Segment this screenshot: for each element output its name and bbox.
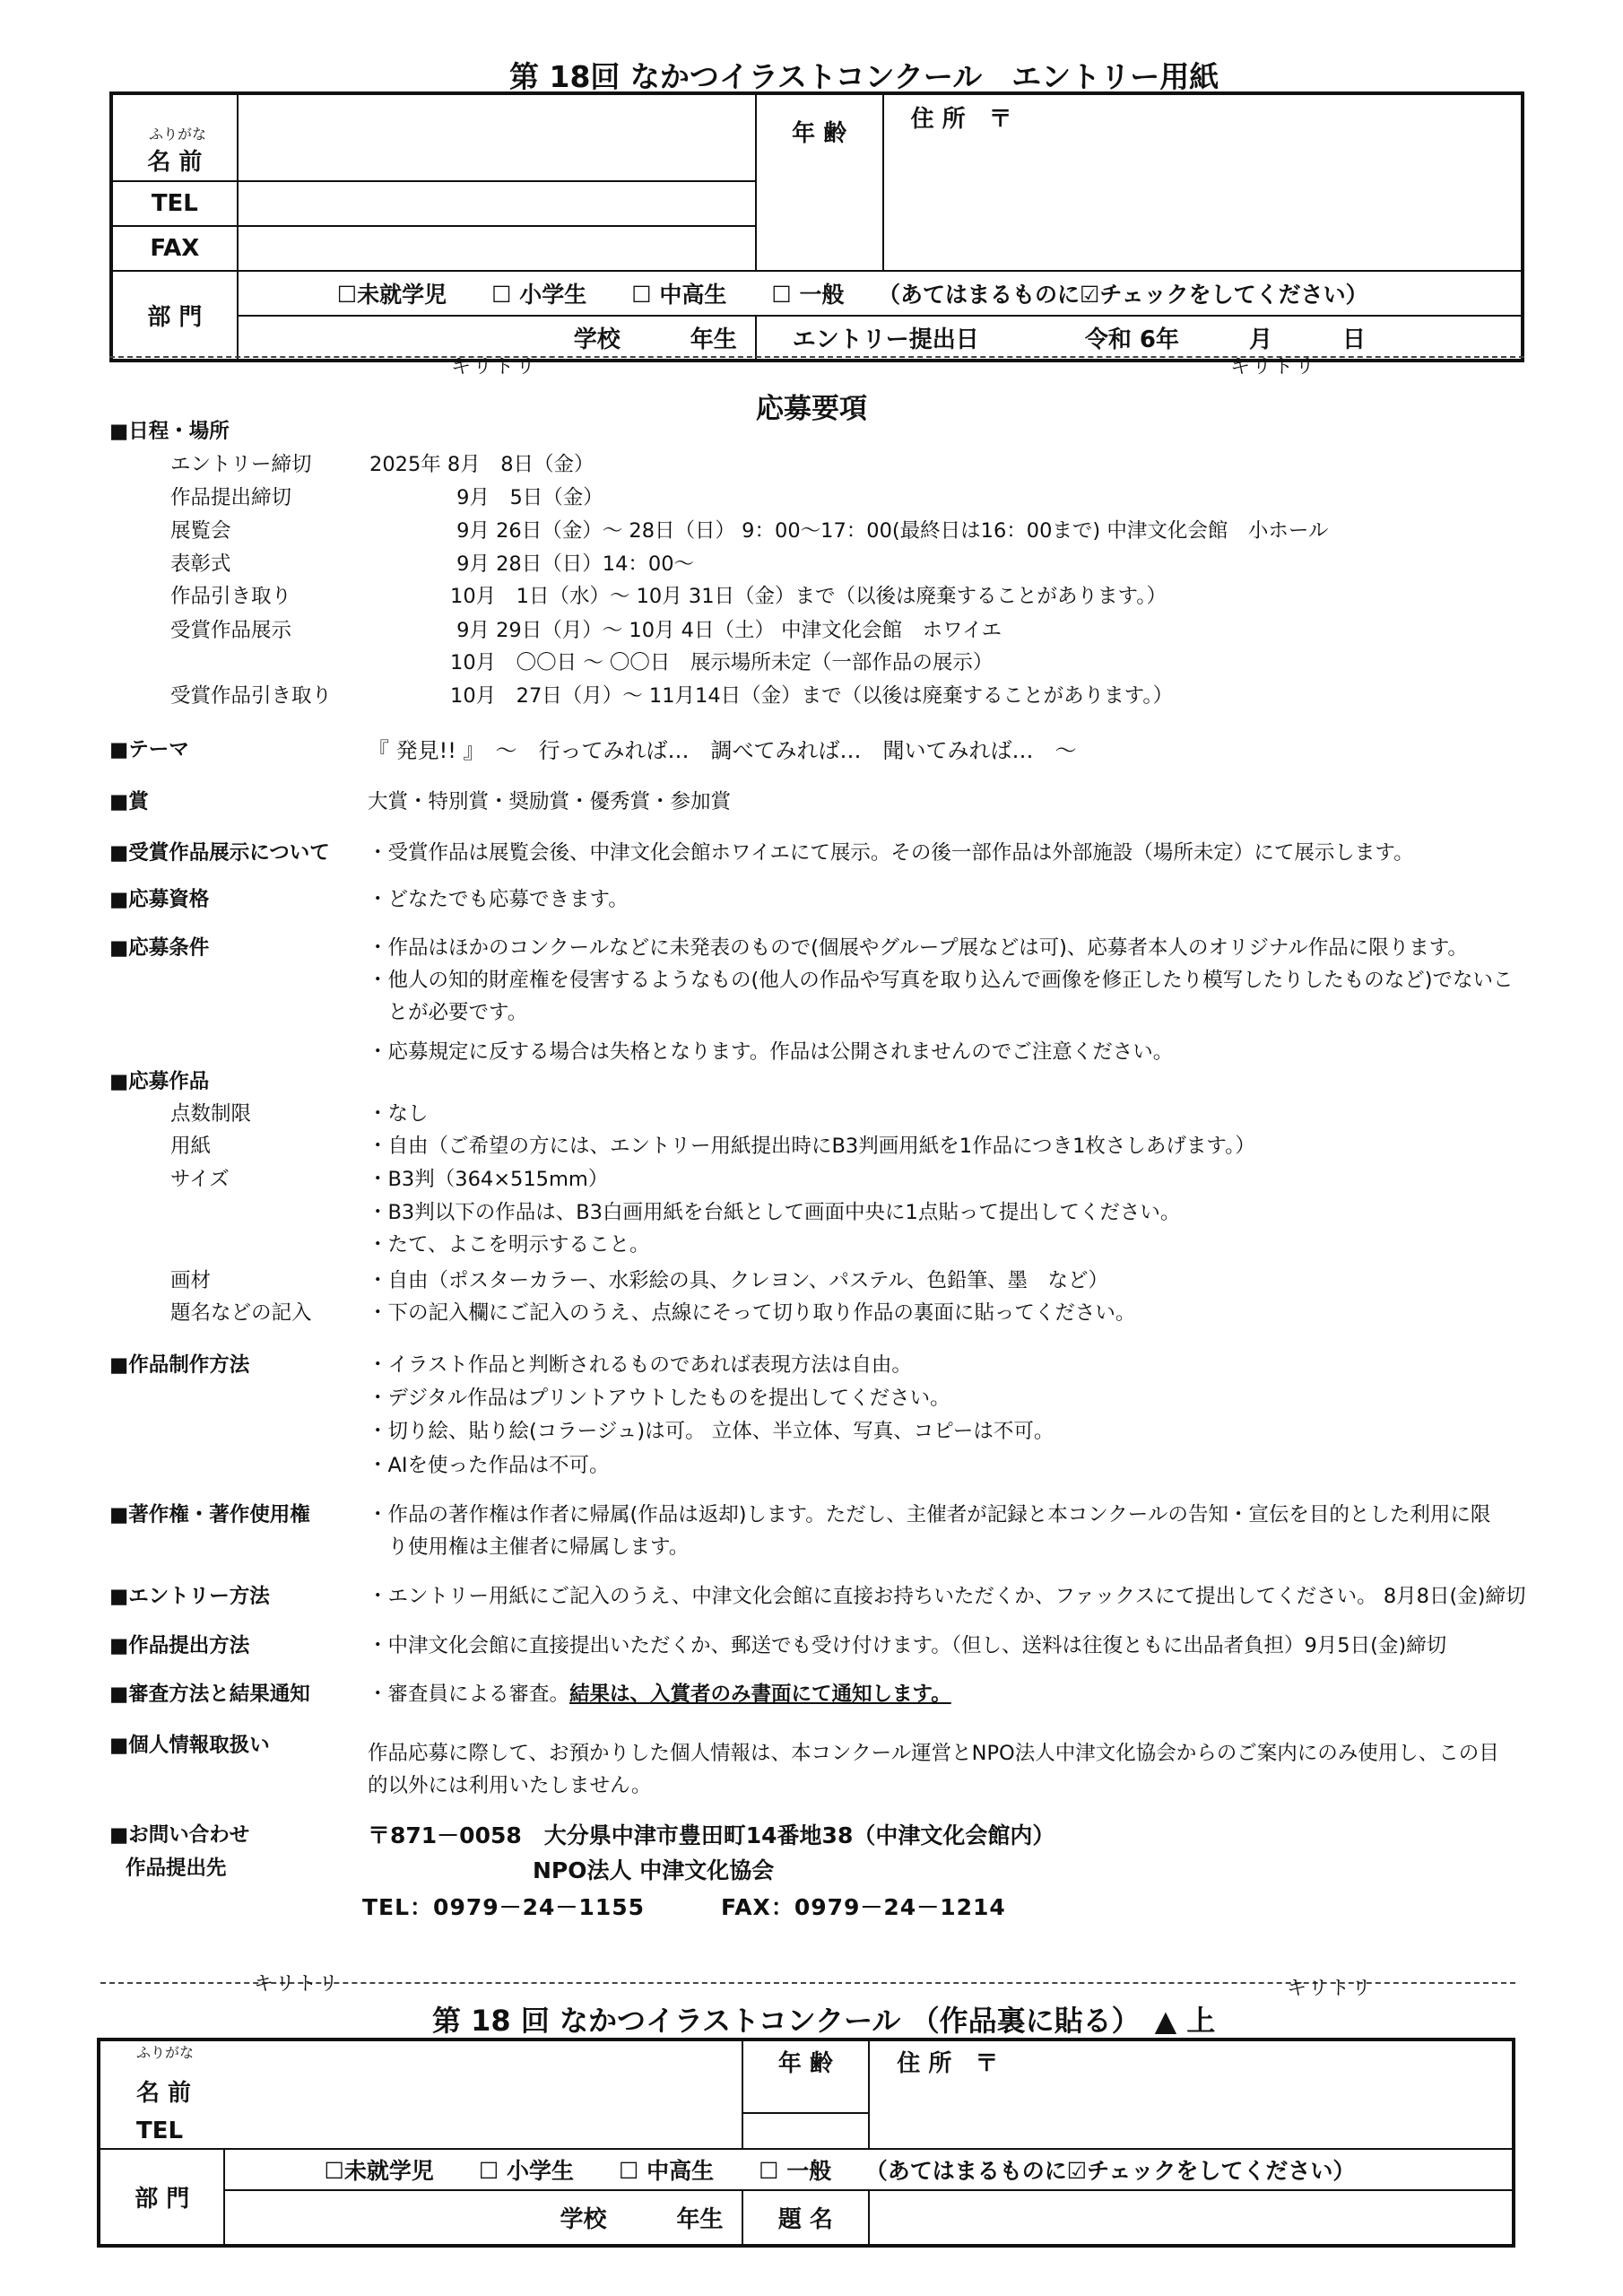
method-line: ・イラスト作品と判断されるものであれば表現方法は自由。 <box>368 1353 912 1377</box>
entry-method-text: ・エントリー用紙にご記入のうえ、中津文化会館に直接お持ちいただくか、ファックスにて提出してください。 8月8日(金)締切 <box>368 1585 1526 1608</box>
schedule-value: 9月 29日（月）～ 10月 4日（土） 中津文化会館 ホワイエ <box>369 619 1002 642</box>
works-label: 画材 <box>170 1269 212 1292</box>
method-line: ・切り絵、貼り絵(コラージュ)は可。 立体、半立体、写真、コピーは不可。 <box>368 1420 1055 1443</box>
display-text: ・受賞作品は展覧会後、中津文化会館ホワイエにて展示。その後一部作品は外部施設（場所未定）にて展示します。 <box>368 841 1414 865</box>
address-field[interactable] <box>869 2039 1514 2149</box>
schedule-label: 展覧会 <box>170 519 231 543</box>
works-label: サイズ <box>170 1168 230 1191</box>
contact-fax: FAX：0979－24－1214 <box>721 1894 1006 1920</box>
submit-heading: ■作品提出方法 <box>109 1634 250 1657</box>
tel-label: TEL <box>111 181 238 226</box>
dept-label: 部 門 <box>111 271 238 361</box>
label-form-title: 第 18 回 なかつイラストコンクール （作品裏に貼る） ▲ 上 <box>432 2004 1216 2038</box>
address-field[interactable] <box>883 93 1523 271</box>
entry-form-title: 第 18回 なかつイラストコンクール エントリー用紙 <box>509 59 1219 94</box>
works-heading: ■応募作品 <box>109 1070 210 1093</box>
schedule-value: 2025年 8月 8日（金） <box>369 453 595 476</box>
works-value: ・下の記入欄にご記入のうえ、点線にそって切り取り作品の裏面に貼ってください。 <box>368 1301 1136 1325</box>
contact-subheading: 作品提出先 <box>126 1857 227 1880</box>
dept-label: 部 門 <box>99 2149 224 2246</box>
furigana-label: ふりがな <box>136 2044 195 2061</box>
prize-text: 大賞・特別賞・奨励賞・優秀賞・参加賞 <box>368 790 732 813</box>
age-field[interactable] <box>742 2113 870 2149</box>
age-label: 年 齢 <box>756 93 883 271</box>
cut-label: キリトリ <box>254 1973 341 1996</box>
school-grade-field[interactable]: 学校 年生 <box>238 316 756 361</box>
fax-label: FAX <box>111 226 238 271</box>
schedule-label: 受賞作品引き取り <box>170 684 333 708</box>
works-value: ・自由（ポスターカラー、水彩絵の具、クレヨン、パステル、色鉛筆、墨 など） <box>368 1269 1108 1292</box>
name-field[interactable] <box>238 93 756 181</box>
works-value: ・なし <box>368 1102 429 1126</box>
method-heading: ■作品制作方法 <box>109 1353 250 1377</box>
schedule-value: 9月 26日（金）～ 28日（日） 9：00～17：00(最終日は16：00まで) 中津文化会館 小ホール <box>369 519 1329 543</box>
work-title-field[interactable] <box>869 2190 1514 2246</box>
label-tel-field[interactable] <box>99 2113 742 2149</box>
tel-label: TEL <box>136 2117 184 2144</box>
judging-heading: ■審査方法と結果通知 <box>109 1683 310 1706</box>
name-label: 名 前 <box>136 2080 192 2107</box>
schedule-label: 表彰式 <box>170 552 231 576</box>
cut-label: キリトリ <box>1287 1978 1374 2000</box>
schedule-label: 作品提出締切 <box>170 486 292 509</box>
contact-tel: TEL：0979－24－1155 <box>362 1894 646 1920</box>
schedule-value: 9月 5日（金） <box>369 486 603 509</box>
contact-address: 〒871－0058 大分県中津市豊田町14番地38（中津文化会館内） <box>368 1822 1055 1848</box>
conditions-line: ・他人の知的財産権を侵害するようなもの(他人の作品や写真を取り込んで画像を修正したり模写したりしたものなど)でないこ <box>368 969 1514 992</box>
address-label: 住 所 〒 <box>897 2050 999 2077</box>
privacy-line: 的以外には利用いたしません。 <box>368 1774 652 1797</box>
prize-heading: ■賞 <box>109 790 149 813</box>
entry-date-label: エントリー提出日 <box>792 326 979 353</box>
cut-label: キリトリ <box>451 356 538 378</box>
schedule-heading: ■日程・場所 <box>109 420 230 443</box>
eligibility-text: ・どなたでも応募できます。 <box>368 888 629 911</box>
eligibility-heading: ■応募資格 <box>109 888 210 911</box>
works-label: 用紙 <box>170 1135 212 1158</box>
conditions-line: とが必要です。 <box>368 1001 528 1024</box>
name-label: ふりがな 名 前 <box>111 93 238 181</box>
label-name-field[interactable] <box>99 2039 742 2113</box>
schedule-label: 作品引き取り <box>170 585 292 608</box>
submit-text: ・中津文化会館に直接提出いただくか、郵送でも受け付けます。（但し、送料は往復ともに出品者負担）9月5日(金)締切 <box>368 1634 1447 1657</box>
school-grade-field[interactable]: 学校 年生 <box>224 2190 742 2246</box>
works-value: ・自由（ご希望の方には、エントリー用紙提出時にB3判画用紙を1作品につき1枚さしあげます。） <box>368 1135 1255 1158</box>
schedule-label: 受賞作品展示 <box>170 619 292 642</box>
entry-method-heading: ■エントリー方法 <box>109 1585 270 1608</box>
address-label: 住 所 〒 <box>910 106 1012 133</box>
tel-field[interactable] <box>238 181 756 226</box>
schedule-value: 10月 1日（水）～ 10月 31日（金）まで（以後は廃棄することがあります。） <box>369 585 1167 608</box>
conditions-line: ・作品はほかのコンクールなどに未発表のもので(個展やグループ展などは可)、応募者本人のオリジナル作品に限ります。 <box>368 936 1468 960</box>
display-heading: ■受賞作品展示について <box>109 841 330 865</box>
works-label: 題名などの記入 <box>170 1301 312 1325</box>
method-line: ・デジタル作品はプリントアウトしたものを提出してください。 <box>368 1387 950 1410</box>
theme-heading: ■テーマ <box>109 738 189 761</box>
entry-form <box>109 91 1524 362</box>
category-checkboxes[interactable]: ☐未就学児 ☐ 小学生 ☐ 中高生 ☐ 一般 （あてはまるものに☑チェックをしてください） <box>238 271 1523 316</box>
schedule-label: エントリー締切 <box>170 453 312 476</box>
works-label: 点数制限 <box>170 1102 252 1126</box>
method-line: ・AIを使った作品は不可。 <box>368 1454 610 1477</box>
guide-title: 応募要項 <box>756 393 867 425</box>
age-label: 年 齢 <box>742 2039 870 2113</box>
conditions-line: ・応募規定に反する場合は失格となります。作品は公開されませんのでご注意ください。 <box>368 1040 1174 1064</box>
copyright-heading: ■著作権・著作使用権 <box>109 1503 310 1526</box>
works-value: ・B3判以下の作品は、B3白画用紙を台紙として画面中央に1点貼って提出してください。 <box>368 1201 1181 1224</box>
schedule-value: 10月 〇〇日 ～ 〇〇日 展示場所未定（一部作品の展示） <box>369 651 994 674</box>
schedule-value: 10月 27日（月）～ 11月14日（金）まで（以後は廃棄することがあります。） <box>369 684 1174 708</box>
entry-date-field[interactable]: エントリー提出日 令和 6年 月 日 <box>756 316 1523 361</box>
works-value: ・B3判（364×515mm） <box>368 1168 609 1191</box>
schedule-value: 9月 28日（日）14：00～ <box>369 552 695 576</box>
privacy-heading: ■個人情報取扱い <box>109 1734 270 1757</box>
work-title-label: 題 名 <box>742 2190 870 2246</box>
label-form <box>97 2038 1515 2248</box>
judging-result-note: 結果は、入賞者のみ書面にて通知します。 <box>569 1683 951 1706</box>
privacy-line: 作品応募に際して、お預かりした個人情報は、本コンクール運営とNPO法人中津文化協会からのご案内にのみ使用し、この目 <box>368 1742 1499 1765</box>
fax-field[interactable] <box>238 226 756 271</box>
works-value: ・たて、よこを明示すること。 <box>368 1233 650 1257</box>
copyright-line: り使用権は主催者に帰属します。 <box>368 1535 690 1559</box>
conditions-heading: ■応募条件 <box>109 936 210 960</box>
theme-text: 『 発見!! 』 ～ 行ってみれば… 調べてみれば… 聞いてみれば… ～ <box>368 738 1077 763</box>
judging-text: ・審査員による審査。結果は、入賞者のみ書面にて通知します。 <box>368 1683 951 1706</box>
contact-heading: ■お問い合わせ <box>109 1823 250 1847</box>
furigana-label: ふりがな <box>149 126 207 143</box>
cut-label: キリトリ <box>1230 356 1317 378</box>
copyright-line: ・作品の著作権は作者に帰属(作品は返却)します。ただし、主催者が記録と本コンクールの告知・宣伝を目的とした利用に限 <box>368 1503 1491 1526</box>
category-checkboxes[interactable]: ☐未就学児 ☐ 小学生 ☐ 中高生 ☐ 一般 （あてはまるものに☑チェックをしてください） <box>224 2149 1514 2190</box>
contact-org: NPO法人 中津文化協会 <box>533 1857 775 1883</box>
